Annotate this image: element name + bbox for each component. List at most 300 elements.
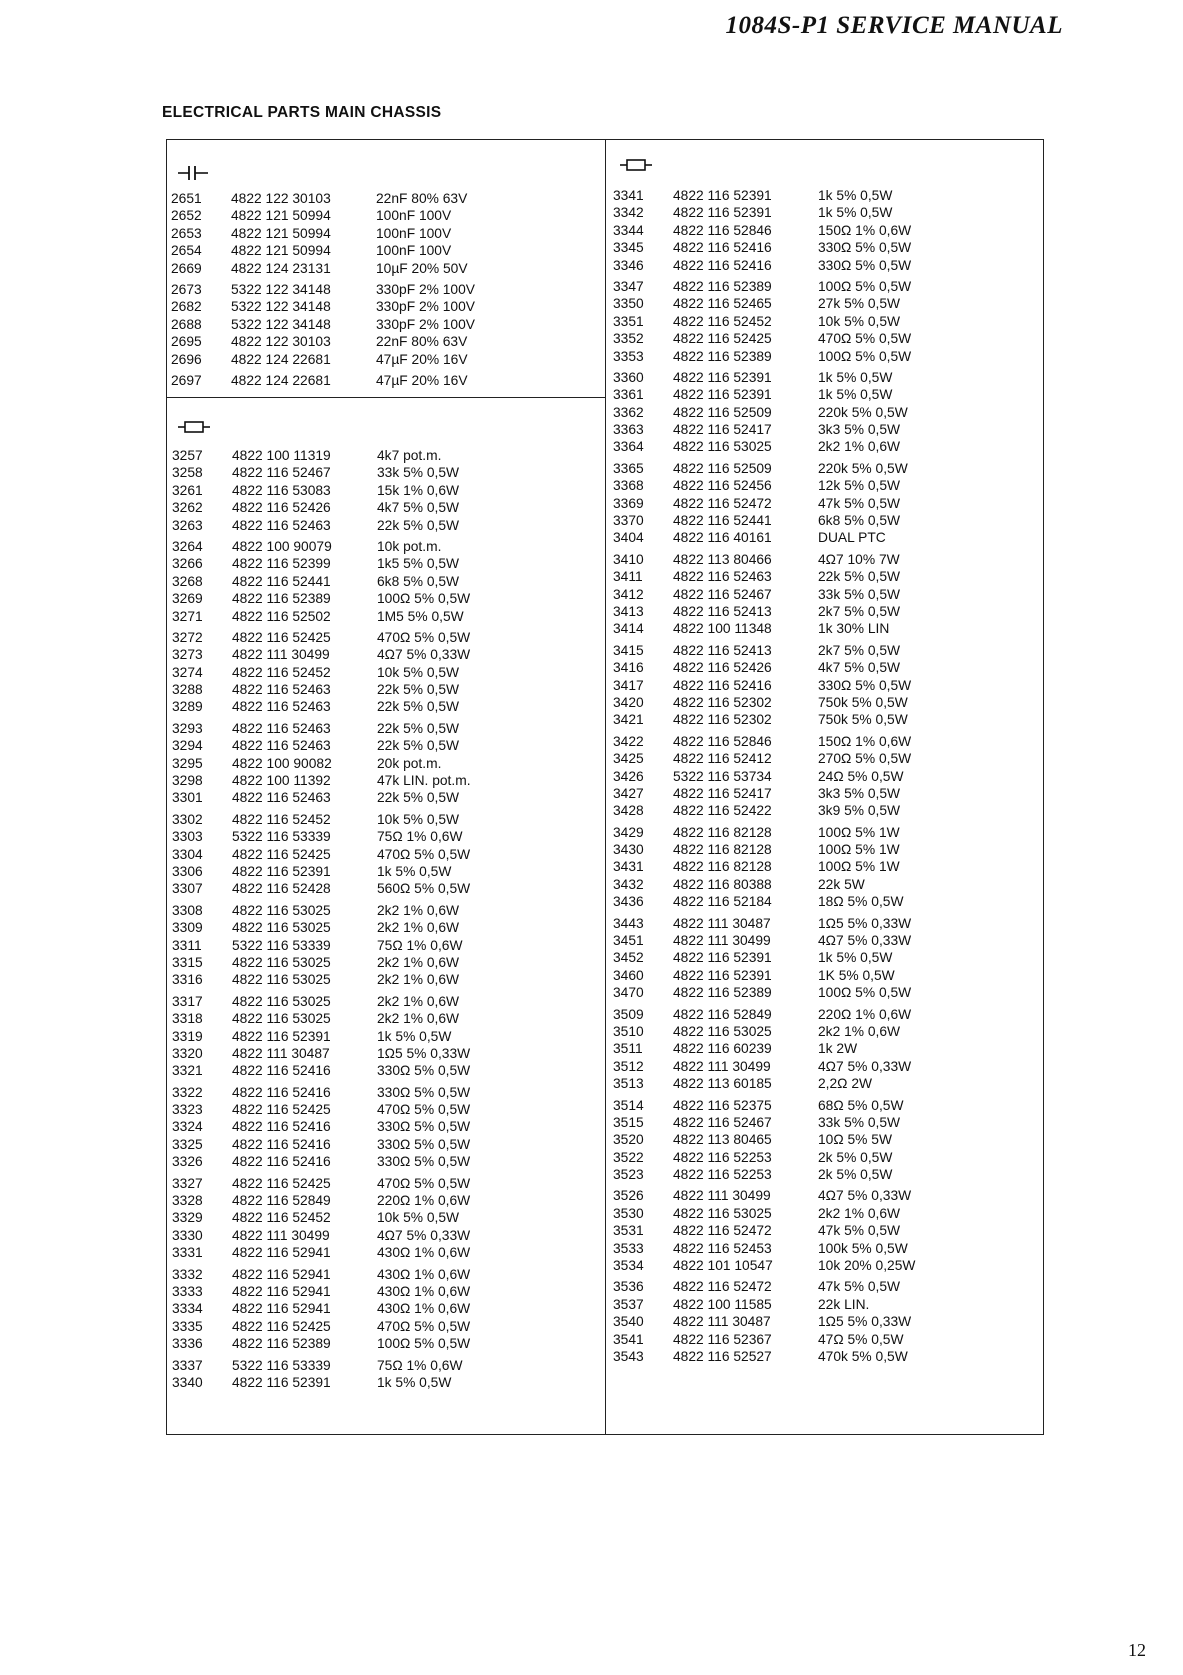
position-number: 3523: [613, 1167, 644, 1183]
part-code: 4822 116 52846: [673, 222, 772, 238]
parts-group: [171, 281, 516, 368]
part-code: 4822 116 52441: [673, 513, 772, 529]
part-description: 3k3 5% 0,5W: [818, 785, 901, 801]
part-code: 4822 116 52425: [232, 846, 331, 862]
part-code: 4822 116 52463: [673, 569, 772, 585]
position-number: 3331: [172, 1245, 203, 1261]
part-code: 4822 116 52253: [673, 1149, 772, 1165]
part-code: 4822 111 30499: [673, 1058, 771, 1074]
part-description: 220Ω 1% 0,6W: [377, 1193, 471, 1209]
part-row: [613, 1205, 958, 1222]
part-row: [613, 1075, 958, 1092]
part-description: 560Ω 5% 0,5W: [377, 881, 471, 897]
position-number: 3530: [613, 1205, 644, 1221]
part-description: 4k7 5% 0,5W: [818, 660, 901, 676]
part-code: 4822 116 52416: [232, 1119, 331, 1135]
part-code: 4822 116 52413: [673, 603, 772, 619]
part-description: 220k 5% 0,5W: [818, 404, 908, 420]
position-number: 3411: [613, 569, 643, 585]
part-description: 22k 5% 0,5W: [377, 790, 460, 806]
position-number: 3346: [613, 257, 644, 273]
part-code: 4822 116 52391: [673, 188, 772, 203]
part-row: [172, 517, 517, 534]
part-description: 6k8 5% 0,5W: [377, 573, 460, 589]
part-row: [613, 313, 958, 330]
position-number: 3328: [172, 1193, 203, 1209]
position-number: 3350: [613, 296, 644, 312]
part-description: 10k 5% 0,5W: [377, 811, 460, 827]
part-row: [172, 555, 517, 572]
part-row: [172, 1244, 517, 1261]
part-code: 5322 122 34148: [231, 299, 331, 315]
part-code: 4822 116 52425: [232, 1102, 331, 1118]
part-row: [613, 876, 958, 893]
part-description: 10µF 20% 50V: [376, 260, 468, 276]
part-row: [172, 573, 517, 590]
part-description: 22nF 80% 63V: [376, 191, 468, 206]
part-row: [172, 1192, 517, 1209]
part-description: 33k 5% 0,5W: [818, 1114, 901, 1130]
part-description: 470Ω 5% 0,5W: [377, 846, 471, 862]
part-row: [613, 1149, 958, 1166]
part-description: 2k7 5% 0,5W: [818, 642, 901, 658]
part-description: 100Ω 5% 0,5W: [818, 278, 912, 294]
part-row: [613, 1114, 958, 1131]
part-row: [172, 846, 517, 863]
part-description: 22nF 80% 63V: [376, 334, 468, 350]
part-code: 4822 116 52417: [673, 422, 772, 438]
part-code: 4822 111 30499: [232, 647, 330, 663]
position-number: 3272: [172, 629, 203, 645]
part-description: 470k 5% 0,5W: [818, 1349, 908, 1364]
part-code: 4822 116 52463: [232, 699, 331, 715]
position-number: 3258: [172, 465, 203, 481]
part-row: [613, 1131, 958, 1148]
position-number: 3351: [613, 313, 644, 329]
part-code: 5322 122 34148: [231, 281, 331, 297]
part-code: 4822 116 53083: [232, 482, 331, 498]
capacitor-list: [171, 190, 516, 393]
position-number: 3540: [613, 1314, 644, 1330]
position-number: 3537: [613, 1296, 644, 1312]
position-number: 3289: [172, 699, 203, 715]
part-code: 4822 116 52472: [673, 1223, 772, 1239]
part-description: 1Ω5 5% 0,33W: [377, 1045, 471, 1061]
part-code: 4822 116 52413: [673, 642, 772, 658]
part-description: 4k7 5% 0,5W: [377, 500, 460, 516]
part-row: [172, 720, 517, 737]
part-row: [613, 460, 958, 477]
position-number: 3443: [613, 915, 644, 931]
part-code: 4822 116 52452: [673, 313, 772, 329]
part-row: [172, 698, 517, 715]
part-code: 4822 116 52849: [673, 1006, 772, 1022]
position-number: 2669: [171, 260, 202, 276]
part-row: [613, 477, 958, 494]
position-number: 3318: [172, 1011, 203, 1027]
part-row: [172, 828, 517, 845]
part-description: 150Ω 1% 0,6W: [818, 222, 912, 238]
parts-group: [172, 629, 517, 716]
part-row: [613, 1257, 958, 1274]
position-number: 3336: [172, 1336, 203, 1352]
part-code: 4822 116 52416: [232, 1084, 331, 1100]
position-number: 3427: [613, 785, 644, 801]
position-number: 3361: [613, 387, 644, 403]
part-code: 4822 116 52412: [673, 751, 772, 767]
part-description: 430Ω 1% 0,6W: [377, 1266, 471, 1282]
part-row: [613, 1166, 958, 1183]
part-description: 330pF 2% 100V: [376, 316, 475, 332]
part-description: 2k2 1% 0,6W: [818, 1205, 901, 1221]
position-number: 3324: [172, 1119, 203, 1135]
position-number: 3330: [172, 1227, 203, 1243]
part-row: [613, 586, 958, 603]
position-number: 3268: [172, 573, 203, 589]
part-code: 4822 116 52467: [673, 1114, 772, 1130]
part-description: 47k LIN. pot.m.: [377, 773, 471, 789]
position-number: 3352: [613, 331, 644, 347]
part-row: [172, 664, 517, 681]
part-row: [613, 750, 958, 767]
part-row: [172, 464, 517, 481]
part-description: 1k 5% 0,5W: [377, 1374, 452, 1390]
part-description: 33k 5% 0,5W: [377, 465, 460, 481]
position-number: 3345: [613, 240, 644, 256]
part-description: DUAL PTC: [818, 530, 886, 546]
part-code: 4822 116 53025: [232, 920, 331, 936]
part-description: 3k3 5% 0,5W: [818, 422, 901, 438]
position-number: 3512: [613, 1058, 644, 1074]
part-description: 330Ω 5% 0,5W: [377, 1154, 471, 1170]
part-row: [613, 824, 958, 841]
part-code: 4822 116 52416: [673, 240, 772, 256]
part-row: [171, 333, 516, 350]
part-row: [613, 841, 958, 858]
position-number: 3303: [172, 829, 203, 845]
part-row: [613, 1278, 958, 1295]
part-code: 4822 116 52846: [673, 733, 772, 749]
part-row: [613, 495, 958, 512]
part-description: 47k 5% 0,5W: [818, 1223, 901, 1239]
part-description: 100Ω 5% 0,5W: [377, 591, 471, 607]
position-number: 3327: [172, 1175, 203, 1191]
position-number: 3304: [172, 846, 203, 862]
part-description: 10k 5% 0,5W: [377, 1210, 460, 1226]
part-description: 470Ω 5% 0,5W: [377, 1318, 471, 1334]
part-code: 4822 116 52253: [673, 1167, 772, 1183]
position-number: 3326: [172, 1154, 203, 1170]
position-number: 3536: [613, 1279, 644, 1295]
part-code: 4822 116 52391: [232, 1028, 331, 1044]
part-row: [613, 711, 958, 728]
part-description: 22k 5W: [818, 876, 865, 892]
part-description: 330pF 2% 100V: [376, 281, 475, 297]
part-code: 4822 116 52509: [673, 404, 772, 420]
part-row: [613, 1240, 958, 1257]
parts-group: [613, 1006, 958, 1093]
part-description: 75Ω 1% 0,6W: [377, 937, 463, 953]
part-description: 22k LIN.: [818, 1296, 870, 1312]
position-number: 2688: [171, 316, 202, 332]
part-description: 4Ω7 5% 0,33W: [818, 1058, 912, 1074]
position-number: 3428: [613, 803, 644, 819]
part-description: 2k2 1% 0,6W: [377, 902, 460, 918]
part-description: 2k2 1% 0,6W: [377, 972, 460, 988]
part-row: [613, 222, 958, 239]
part-row: [613, 512, 958, 529]
part-row: [613, 386, 958, 403]
part-row: [171, 281, 516, 298]
part-row: [171, 225, 516, 242]
part-row: [172, 954, 517, 971]
part-row: [171, 260, 516, 277]
part-description: 1k 5% 0,5W: [818, 369, 893, 385]
part-code: 4822 116 53025: [232, 902, 331, 918]
part-code: 4822 116 52472: [673, 495, 772, 511]
part-code: 4822 116 52463: [232, 682, 331, 698]
part-description: 22k 5% 0,5W: [377, 517, 460, 533]
position-number: 3288: [172, 682, 203, 698]
part-row: [613, 369, 958, 386]
part-code: 4822 116 52849: [232, 1193, 331, 1209]
part-row: [172, 629, 517, 646]
part-row: [613, 1040, 958, 1057]
part-description: 470Ω 5% 0,5W: [377, 1102, 471, 1118]
part-description: 4Ω7 5% 0,33W: [377, 1227, 471, 1243]
position-number: 3353: [613, 348, 644, 364]
part-code: 4822 116 52452: [232, 811, 331, 827]
part-code: 4822 116 52941: [232, 1301, 331, 1317]
position-number: 3263: [172, 517, 203, 533]
part-row: [172, 1045, 517, 1062]
part-code: 4822 111 30487: [673, 1314, 771, 1330]
position-number: 3410: [613, 551, 644, 567]
part-code: 4822 111 30499: [673, 933, 771, 949]
position-number: 3308: [172, 902, 203, 918]
part-code: 4822 116 53025: [232, 993, 331, 1009]
position-number: 3295: [172, 755, 203, 771]
part-code: 4822 116 52416: [232, 1063, 331, 1079]
part-row: [172, 772, 517, 789]
part-description: 22k 5% 0,5W: [818, 569, 901, 585]
part-description: 330pF 2% 100V: [376, 299, 475, 315]
position-number: 3360: [613, 369, 644, 385]
part-description: 330Ω 5% 0,5W: [818, 257, 912, 273]
position-number: 3362: [613, 404, 644, 420]
part-code: 5322 116 53339: [232, 1357, 331, 1373]
part-code: 4822 116 52467: [673, 586, 772, 602]
parts-group: [172, 1266, 517, 1353]
part-row: [613, 858, 958, 875]
part-row: [613, 1348, 958, 1365]
part-row: [171, 242, 516, 259]
part-code: 4822 122 30103: [231, 334, 331, 350]
parts-group: [613, 1278, 958, 1365]
part-description: 2k 5% 0,5W: [818, 1149, 893, 1165]
part-description: 220k 5% 0,5W: [818, 460, 908, 476]
part-code: 4822 116 52425: [232, 1175, 331, 1191]
part-description: 47µF 20% 16V: [376, 351, 468, 367]
parts-group: [172, 993, 517, 1080]
position-number: 3422: [613, 733, 644, 749]
part-code: 4822 116 52509: [673, 460, 772, 476]
part-code: 4822 116 52417: [673, 785, 772, 801]
position-number: 3342: [613, 205, 644, 221]
part-code: 4822 116 52472: [673, 1279, 772, 1295]
part-code: 4822 121 50994: [231, 225, 331, 241]
position-number: 3340: [172, 1374, 203, 1390]
part-row: [171, 372, 516, 389]
part-code: 4822 124 22681: [231, 372, 331, 388]
position-number: 3515: [613, 1114, 644, 1130]
part-row: [172, 1118, 517, 1135]
part-code: 5322 122 34148: [231, 316, 331, 332]
part-description: 3k9 5% 0,5W: [818, 803, 901, 819]
part-row: [171, 207, 516, 224]
position-number: 3414: [613, 621, 644, 637]
position-number: 2682: [171, 299, 202, 315]
part-description: 2k2 1% 0,6W: [377, 954, 460, 970]
part-row: [613, 984, 958, 1001]
part-code: 4822 116 52416: [673, 257, 772, 273]
part-code: 4822 116 52375: [673, 1097, 772, 1113]
position-number: 3436: [613, 894, 644, 910]
parts-group: [172, 1084, 517, 1171]
part-row: [172, 1374, 517, 1391]
part-description: 1k 5% 0,5W: [818, 205, 893, 221]
part-description: 430Ω 1% 0,6W: [377, 1301, 471, 1317]
part-row: [613, 348, 958, 365]
part-description: 47µF 20% 16V: [376, 372, 468, 388]
part-row: [172, 1101, 517, 1118]
part-code: 4822 116 52302: [673, 712, 772, 728]
part-description: 15k 1% 0,6W: [377, 482, 460, 498]
part-row: [613, 295, 958, 312]
part-row: [613, 257, 958, 274]
part-row: [613, 967, 958, 984]
part-code: 5322 116 53339: [232, 937, 331, 953]
position-number: 3430: [613, 842, 644, 858]
part-row: [172, 1062, 517, 1079]
part-row: [172, 737, 517, 754]
part-code: 4822 116 52367: [673, 1331, 772, 1347]
part-code: 4822 116 82128: [673, 859, 772, 875]
part-code: 4822 116 52391: [232, 1374, 331, 1390]
parts-group: [172, 811, 517, 898]
part-code: 4822 116 52441: [232, 573, 331, 589]
part-code: 4822 116 52391: [673, 967, 772, 983]
page-number: 12: [1128, 1640, 1146, 1660]
part-row: [172, 1335, 517, 1352]
position-number: 3417: [613, 677, 644, 693]
part-row: [172, 789, 517, 806]
part-description: 10k 5% 0,5W: [377, 664, 460, 680]
part-code: 4822 111 30499: [673, 1188, 771, 1204]
position-number: 3533: [613, 1240, 644, 1256]
position-number: 3526: [613, 1188, 644, 1204]
parts-group: [613, 1097, 958, 1184]
part-description: 47k 5% 0,5W: [818, 495, 901, 511]
section-title: ELECTRICAL PARTS MAIN CHASSIS: [162, 104, 442, 121]
position-number: 3522: [613, 1149, 644, 1165]
position-number: 3511: [613, 1041, 643, 1057]
position-number: 3421: [613, 712, 644, 728]
part-description: 100nF 100V: [376, 243, 452, 259]
parts-group: [613, 733, 958, 820]
part-code: 4822 116 52428: [232, 881, 331, 897]
part-description: 22k 5% 0,5W: [377, 699, 460, 715]
part-row: [613, 1006, 958, 1023]
part-description: 330Ω 5% 0,5W: [377, 1084, 471, 1100]
part-row: [172, 499, 517, 516]
part-description: 1k5 5% 0,5W: [377, 556, 460, 572]
parts-group: [613, 915, 958, 1002]
position-number: 3363: [613, 422, 644, 438]
part-description: 22k 5% 0,5W: [377, 720, 460, 736]
part-row: [613, 404, 958, 421]
part-description: 10k pot.m.: [377, 538, 442, 554]
part-code: 4822 121 50994: [231, 243, 331, 259]
parts-group: [172, 1357, 517, 1392]
part-description: 100Ω 5% 0,5W: [377, 1336, 471, 1352]
part-description: 270Ω 5% 0,5W: [818, 751, 912, 767]
position-number: 3329: [172, 1210, 203, 1226]
part-row: [613, 239, 958, 256]
part-code: 4822 116 53025: [232, 1011, 331, 1027]
part-description: 2k7 5% 0,5W: [818, 603, 901, 619]
part-row: [613, 330, 958, 347]
part-description: 12k 5% 0,5W: [818, 478, 901, 494]
part-code: 4822 111 30487: [673, 915, 771, 931]
part-row: [172, 447, 517, 464]
part-row: [171, 190, 516, 207]
position-number: 3415: [613, 642, 644, 658]
position-number: 3311: [172, 937, 202, 953]
part-description: 6k8 5% 0,5W: [818, 513, 901, 529]
position-number: 3364: [613, 439, 644, 455]
part-code: 4822 116 52422: [673, 803, 772, 819]
part-description: 75Ω 1% 0,6W: [377, 1357, 463, 1373]
part-description: 22k 5% 0,5W: [377, 682, 460, 698]
manual-title: 1084S-P1 SERVICE MANUAL: [725, 12, 1063, 39]
part-row: [172, 608, 517, 625]
part-description: 1Ω5 5% 0,33W: [818, 1314, 912, 1330]
parts-group: [613, 187, 958, 274]
parts-group: [171, 372, 516, 389]
part-description: 220Ω 1% 0,6W: [818, 1006, 912, 1022]
part-row: [613, 659, 958, 676]
part-code: 4822 116 52465: [673, 296, 772, 312]
part-code: 4822 116 52389: [232, 591, 331, 607]
part-description: 1k 30% LIN: [818, 621, 890, 637]
part-description: 47Ω 5% 0,5W: [818, 1331, 904, 1347]
part-code: 4822 116 53025: [673, 439, 772, 455]
part-description: 100Ω 5% 1W: [818, 842, 900, 858]
resistor-list-left: [172, 447, 517, 1395]
position-number: 3431: [613, 859, 644, 875]
part-description: 1K 5% 0,5W: [818, 967, 895, 983]
part-row: [613, 1331, 958, 1348]
parts-group: [613, 460, 958, 547]
part-row: [613, 949, 958, 966]
parts-group: [613, 551, 958, 638]
part-description: 10k 20% 0,25W: [818, 1258, 916, 1274]
part-row: [172, 811, 517, 828]
part-description: 4k7 pot.m.: [377, 448, 442, 463]
part-row: [613, 1023, 958, 1040]
part-code: 4822 113 80466: [673, 551, 772, 567]
